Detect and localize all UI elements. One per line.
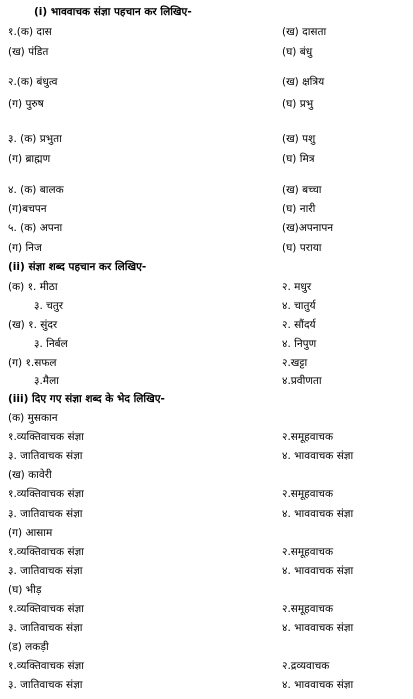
option-right: २. मधुर xyxy=(282,281,312,293)
option-left: १.(क) दास xyxy=(8,26,52,38)
section1-row xyxy=(0,201,413,217)
section1-heading-line xyxy=(0,4,413,20)
section1-row xyxy=(0,240,413,256)
option-right: ४.प्रवीणता xyxy=(282,375,322,387)
choice-4: ४. भाववाचक संज्ञा xyxy=(282,679,354,691)
section1-row xyxy=(0,74,413,90)
choice-row xyxy=(0,448,413,464)
option-right: ४. निपुण xyxy=(282,338,317,350)
section2-row xyxy=(0,373,413,389)
choice-row xyxy=(0,677,413,693)
option-left: ५. (क) अपना xyxy=(8,222,63,234)
choice-row xyxy=(0,601,413,617)
choice-4: ४. भाववाचक संज्ञा xyxy=(282,450,354,462)
choice-row xyxy=(0,620,413,636)
option-left: ३. (क) प्रभुता xyxy=(8,133,62,145)
choice-1: १.व्यक्तिवाचक संज्ञा xyxy=(8,603,84,615)
section2-row xyxy=(0,298,413,314)
noun-word xyxy=(0,467,413,483)
choice-1: १.व्यक्तिवाचक संज्ञा xyxy=(8,488,84,500)
choice-row xyxy=(0,486,413,502)
choice-row xyxy=(0,506,413,522)
section2-heading-line xyxy=(0,259,413,275)
option-right: २. सौंदर्य xyxy=(282,319,316,331)
option-left: (ख) १. सुंदर xyxy=(8,319,58,331)
section2-row xyxy=(0,279,413,295)
choice-3: ३. जातिवाचक संज्ञा xyxy=(8,622,83,634)
noun-word xyxy=(0,410,413,426)
choice-1: १.व्यक्तिवाचक संज्ञा xyxy=(8,431,84,443)
option-left: (क) १. मीठा xyxy=(8,281,58,293)
noun-word xyxy=(0,639,413,655)
option-right: (घ) प्रभु xyxy=(282,98,314,110)
choice-3: ३. जातिवाचक संज्ञा xyxy=(8,679,83,691)
choice-2: २.द्रव्यवाचक xyxy=(282,660,330,672)
word-label: (क) मुसकान xyxy=(8,412,58,424)
word-label: (ख) कावेरी xyxy=(8,469,52,481)
option-right: (ख) बच्चा xyxy=(282,184,322,196)
option-left: (ग)बचपन xyxy=(8,203,47,215)
word-label: (ड) लकड़ी xyxy=(8,641,49,653)
option-left: ३. निर्बल xyxy=(34,338,68,350)
section1-row xyxy=(0,220,413,236)
option-right: ४. चातुर्य xyxy=(282,300,316,312)
section1-heading: (i) भाववाचक संज्ञा पहचान कर लिखिए- xyxy=(34,6,192,18)
option-right: (ख) पशु xyxy=(282,133,316,145)
option-left: (ग) निज xyxy=(8,242,42,254)
choice-3: ३. जातिवाचक संज्ञा xyxy=(8,450,83,462)
section1-row xyxy=(0,44,413,60)
choice-2: २.समूहवाचक xyxy=(282,546,334,558)
choice-row xyxy=(0,658,413,674)
section1-row xyxy=(0,151,413,167)
option-right: (घ) नारी xyxy=(282,203,316,215)
choice-2: २.समूहवाचक xyxy=(282,431,334,443)
option-left: (ग) ब्राह्मण xyxy=(8,153,51,165)
choice-row xyxy=(0,544,413,560)
choice-1: १.व्यक्तिवाचक संज्ञा xyxy=(8,660,84,672)
option-left: २.(क) बंधुत्व xyxy=(8,76,58,88)
choice-4: ४. भाववाचक संज्ञा xyxy=(282,508,354,520)
section1-row xyxy=(0,182,413,198)
word-label: (घ) भीड़ xyxy=(8,584,42,596)
choice-row xyxy=(0,563,413,579)
section2-row xyxy=(0,355,413,371)
section3-heading: (iii) दिए गए संज्ञा शब्द के भेद लिखिए- xyxy=(8,393,165,405)
option-right: २.खट्टा xyxy=(282,357,308,369)
option-left: (ख) पंडित xyxy=(8,46,49,58)
section1-row xyxy=(0,96,413,112)
section2-row xyxy=(0,317,413,333)
option-left: ३. चतुर xyxy=(34,300,64,312)
choice-row xyxy=(0,429,413,445)
option-left: ४. (क) बालक xyxy=(8,184,64,196)
option-right: (घ) बंधु xyxy=(282,46,313,58)
choice-3: ३. जातिवाचक संज्ञा xyxy=(8,508,83,520)
choice-3: ३. जातिवाचक संज्ञा xyxy=(8,565,83,577)
choice-2: २.समूहवाचक xyxy=(282,603,334,615)
choice-4: ४. भाववाचक संज्ञा xyxy=(282,622,354,634)
option-left: (ग) १.सफल xyxy=(8,357,57,369)
option-left: (ग) पुरुष xyxy=(8,98,44,110)
section2-row xyxy=(0,336,413,352)
word-label: (ग) आसाम xyxy=(8,527,53,539)
section1-row xyxy=(0,131,413,147)
section1-row xyxy=(0,24,413,40)
option-right: (ख)अपनापन xyxy=(282,222,334,234)
option-right: (घ) पराया xyxy=(282,242,322,254)
noun-word xyxy=(0,525,413,541)
option-right: (ख) क्षत्रिय xyxy=(282,76,325,88)
section2-heading: (ii) संज्ञा शब्द पहचान कर लिखिए- xyxy=(8,261,147,273)
choice-2: २.समूहवाचक xyxy=(282,488,334,500)
choice-4: ४. भाववाचक संज्ञा xyxy=(282,565,354,577)
option-right: (घ) मित्र xyxy=(282,153,315,165)
noun-word xyxy=(0,582,413,598)
option-right: (ख) दासता xyxy=(282,26,327,38)
section3-heading-line xyxy=(0,391,413,407)
choice-1: १.व्यक्तिवाचक संज्ञा xyxy=(8,546,84,558)
option-left: ३.मैला xyxy=(34,375,59,387)
